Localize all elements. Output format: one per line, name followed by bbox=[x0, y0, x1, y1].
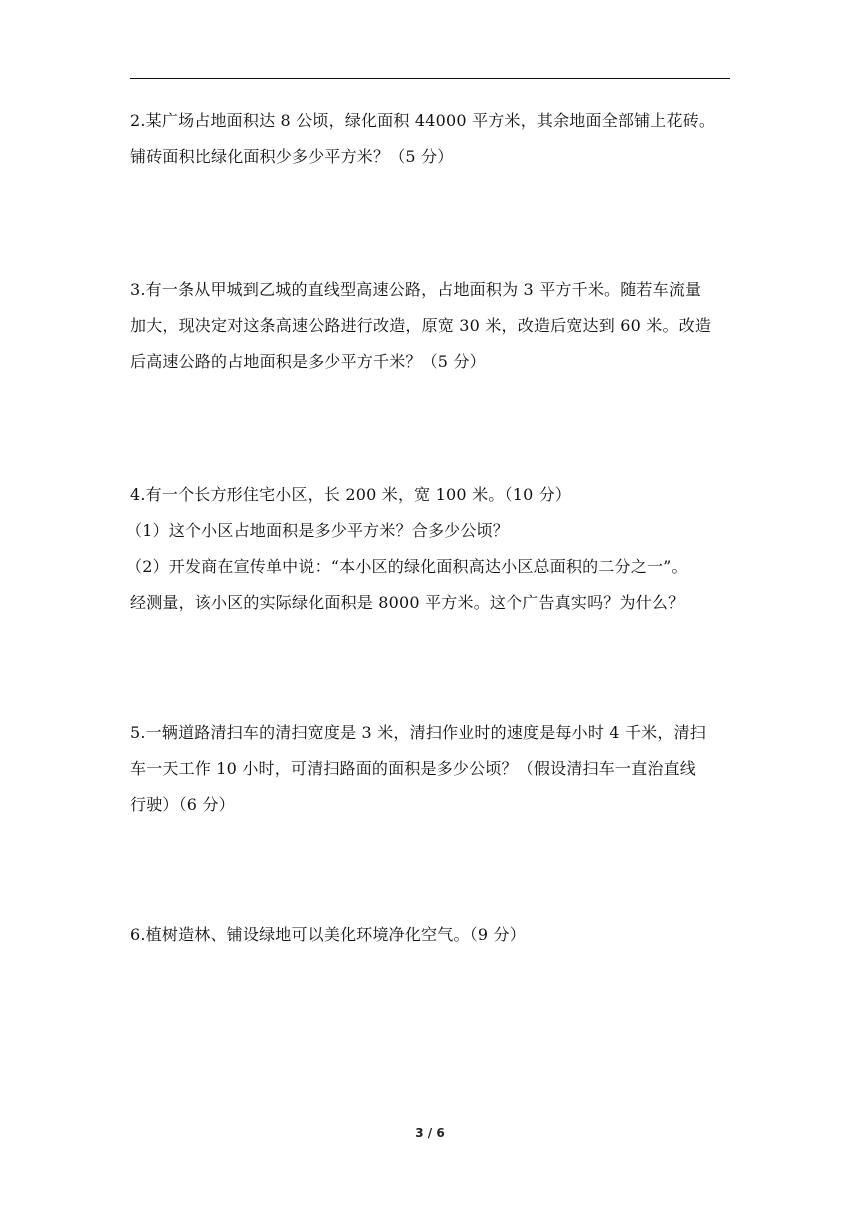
question-5-line-2: 车一天工作 10 小时，可清扫路面的面积是多少公顷？（假设清扫车一直治直线 bbox=[130, 759, 696, 778]
question-3-line-3: 后高速公路的占地面积是多少平方千米？（5 分） bbox=[130, 352, 486, 371]
question-3-line-2: 加大，现决定对这条高速公路进行改造，原宽 30 米，改造后宽达到 60 米。改造 bbox=[130, 316, 712, 335]
header-rule bbox=[130, 78, 730, 79]
question-5 bbox=[130, 715, 732, 823]
question-4-line-4: 经测量，该小区的实际绿化面积是 8000 平方米。这个广告真实吗？为什么？ bbox=[130, 593, 685, 612]
question-2-line-2: 铺砖面积比绿化面积少多少平方米？（5 分） bbox=[130, 147, 454, 166]
question-2 bbox=[130, 103, 732, 175]
question-4-subquestion-1: （1）这个小区占地面积是多少平方米？合多少公顷？ bbox=[126, 521, 509, 540]
question-6-line-1: 6.植树造林、铺设绿地可以美化环境净化空气。（9 分） bbox=[130, 925, 526, 944]
page-number: 3 / 6 bbox=[415, 1126, 445, 1140]
question-3 bbox=[130, 272, 732, 380]
question-4-line-1: 4.有一个长方形住宅小区，长 200 米，宽 100 米。（10 分） bbox=[130, 485, 572, 504]
question-5-line-1: 5.一辆道路清扫车的清扫宽度是 3 米，清扫作业时的速度是每小时 4 千米，清扫 bbox=[130, 723, 706, 742]
question-4 bbox=[126, 477, 732, 621]
question-4-subquestion-2: （2）开发商在宣传单中说：“本小区的绿化面积高达小区总面积的二分之一”。 bbox=[126, 557, 688, 576]
question-6 bbox=[130, 917, 732, 953]
question-3-line-1: 3.有一条从甲城到乙城的直线型高速公路，占地面积为 3 平方千米。随若车流量 bbox=[130, 280, 702, 299]
question-2-line-1: 2.某广场占地面积达 8 公顷，绿化面积 44000 平方米，其余地面全部铺上花砖。 bbox=[130, 111, 716, 130]
question-5-line-3: 行驶）（6 分） bbox=[130, 795, 235, 814]
